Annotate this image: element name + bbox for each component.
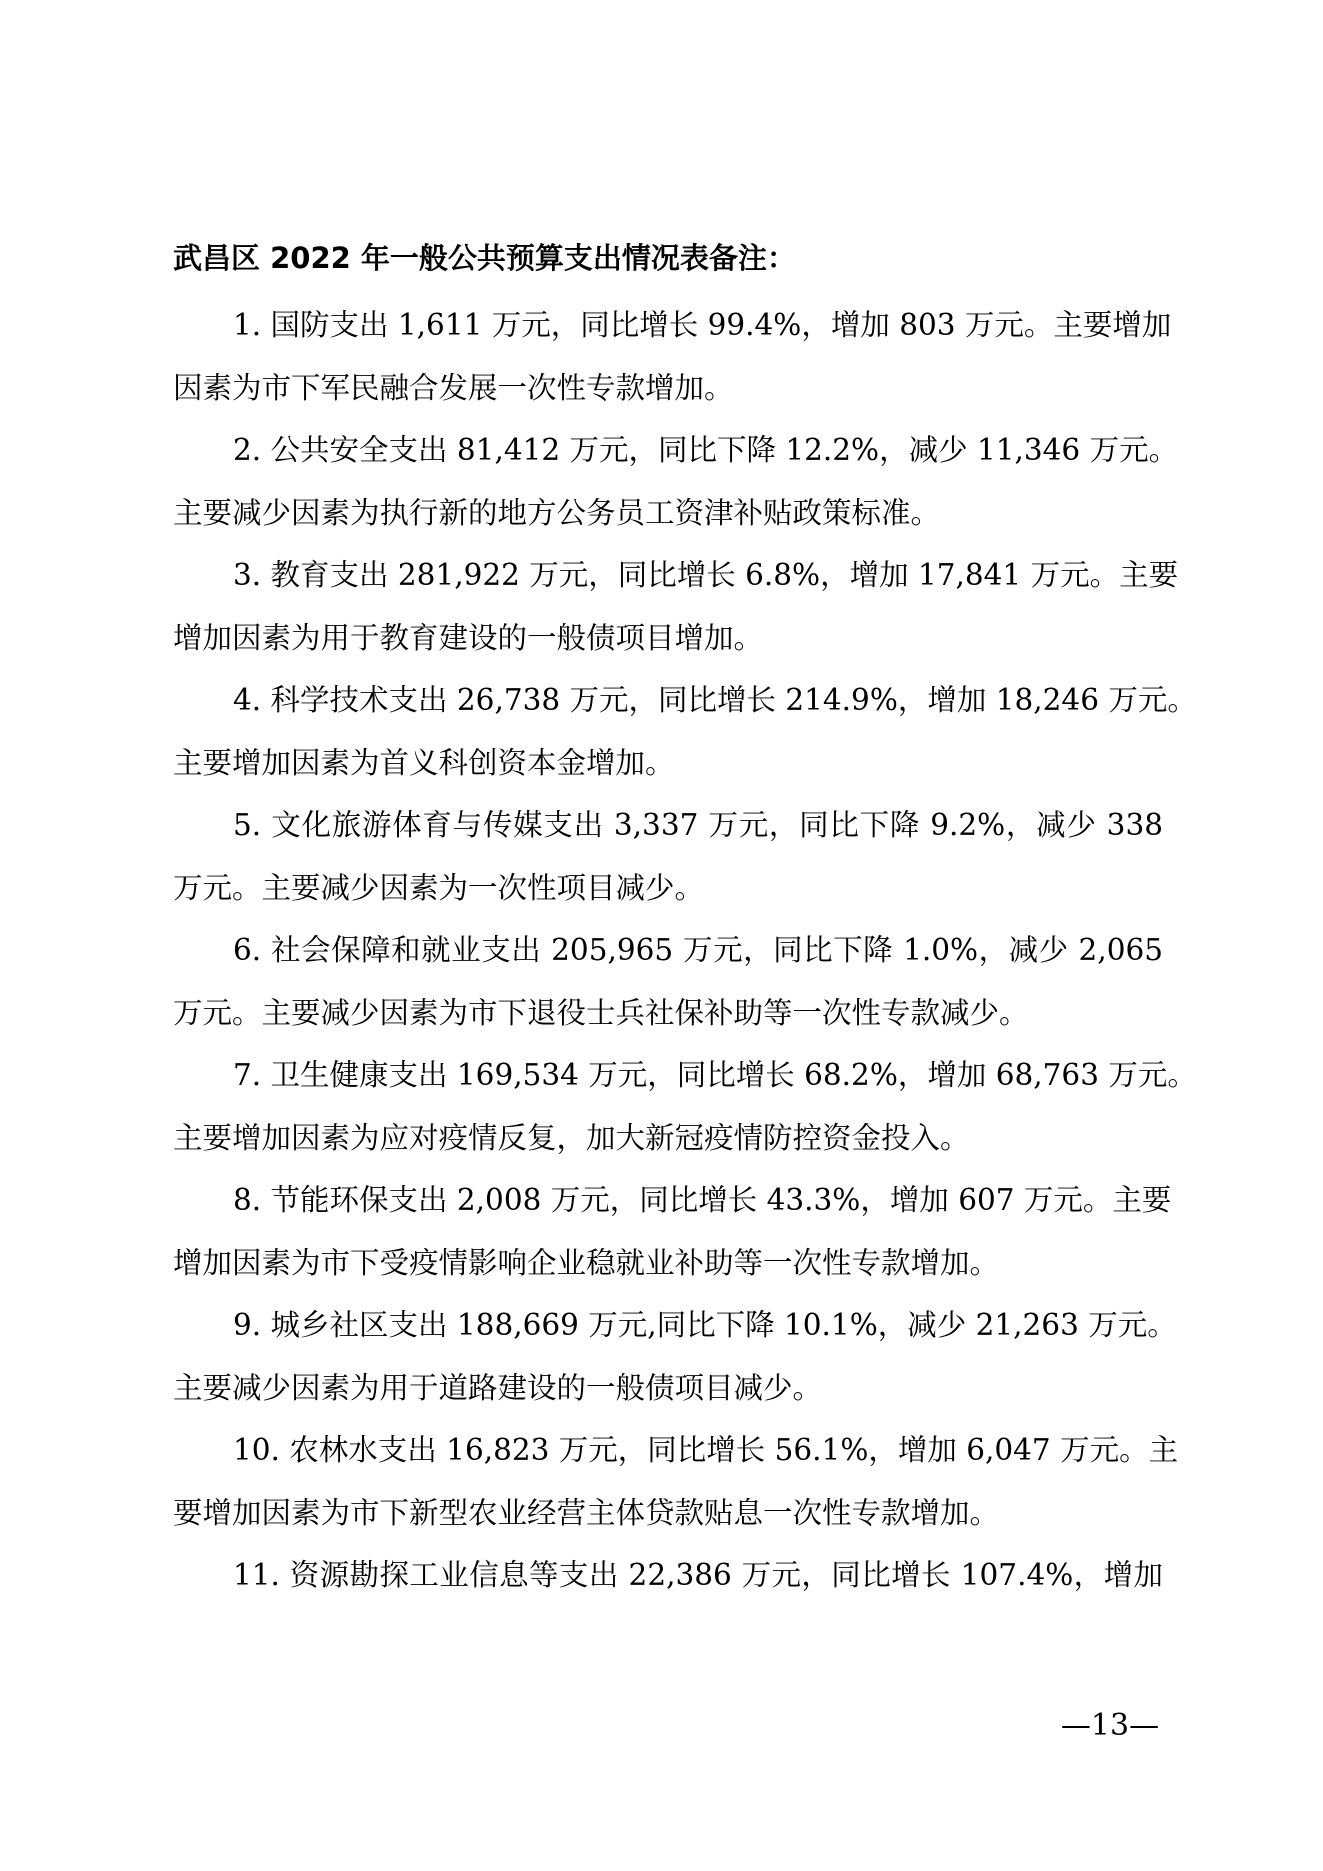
- text-line: 10. 农林水支出 16,823 万元，同比增长 56.1%，增加 6,047 万元。主: [233, 1433, 1179, 1467]
- paragraph-lines: [173, 294, 1197, 1607]
- document-body: [173, 228, 1197, 1607]
- text-line: 2. 公共安全支出 81,412 万元，同比下降 12.2%，减少 11,346 万元。: [233, 433, 1179, 467]
- text-line: 11. 资源勘探工业信息等支出 22,386 万元，同比增长 107.4%，增加: [233, 1558, 1163, 1592]
- text-line: 主要减少因素为执行新的地方公务员工资津补贴政策标准。: [173, 495, 941, 530]
- document-title: 武昌区 2022 年一般公共预算支出情况表备注：: [173, 241, 796, 275]
- text-line: 6. 社会保障和就业支出 205,965 万元，同比下降 1.0%，减少 2,065: [233, 933, 1163, 967]
- text-line: 万元。主要减少因素为一次性项目减少。: [173, 870, 705, 905]
- text-line: 主要增加因素为首义科创资本金增加。: [173, 745, 675, 780]
- text-line: 3. 教育支出 281,922 万元，同比增长 6.8%，增加 17,841 万元。主要: [233, 558, 1179, 592]
- text-line: 主要增加因素为应对疫情反复，加大新冠疫情防控资金投入。: [173, 1120, 970, 1155]
- text-line: 增加因素为用于教育建设的一般债项目增加。: [173, 620, 764, 655]
- page-number: —13—: [1060, 1708, 1160, 1743]
- text-line: 5. 文化旅游体育与传媒支出 3,337 万元，同比下降 9.2%，减少 338: [233, 808, 1163, 842]
- text-line: 8. 节能环保支出 2,008 万元，同比增长 43.3%，增加 607 万元。主要: [233, 1183, 1172, 1217]
- text-line: 1. 国防支出 1,611 万元，同比增长 99.4%，增加 803 万元。主要增加: [233, 308, 1172, 342]
- text-line: 万元。主要减少因素为市下退役士兵社保补助等一次性专款减少。: [173, 995, 1029, 1030]
- text-line: 7. 卫生健康支出 169,534 万元，同比增长 68.2%，增加 68,763 万元。: [233, 1058, 1197, 1092]
- text-line: 9. 城乡社区支出 188,669 万元,同比下降 10.1%，减少 21,263 万元。: [233, 1308, 1177, 1342]
- text-line: 因素为市下军民融合发展一次性专款增加。: [173, 370, 734, 405]
- text-line: 增加因素为市下受疫情影响企业稳就业补助等一次性专款增加。: [173, 1245, 1000, 1280]
- text-line: 要增加因素为市下新型农业经营主体贷款贴息一次性专款增加。: [173, 1495, 1000, 1530]
- text-line: 主要减少因素为用于道路建设的一般债项目减少。: [173, 1370, 823, 1405]
- text-line: 4. 科学技术支出 26,738 万元，同比增长 214.9%，增加 18,246 万元。: [233, 683, 1197, 717]
